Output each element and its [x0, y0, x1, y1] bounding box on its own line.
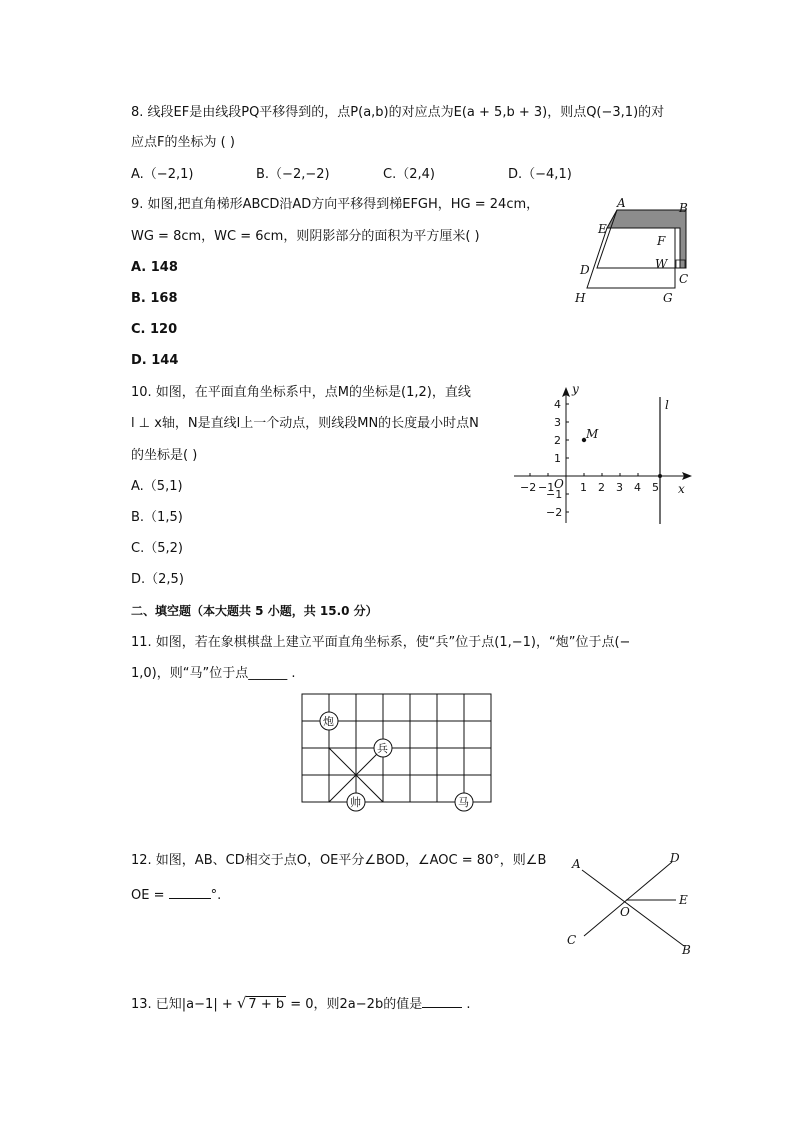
q8-option-c: C.（2,4) [383, 167, 435, 182]
q9-line1: 9. 如图,把直角梯形ABCD沿AD方向平移得到梯EFGH，HG = 24cm， [131, 197, 540, 212]
xtick-minus1: −1 [538, 481, 555, 494]
xtick-4: 4 [634, 481, 641, 494]
q8-option-b: B.（−2,−2) [256, 167, 330, 182]
svg-text:马: 马 [458, 796, 469, 809]
label-a: A [617, 196, 626, 210]
xtick-3: 3 [616, 481, 623, 494]
q10-option-c: C.（5,2) [131, 541, 183, 556]
label-h: H [575, 291, 586, 305]
xiangqi-board-figure [296, 688, 498, 816]
q8-option-a: A.（−2,1) [131, 167, 194, 182]
q10-option-d: D.（2,5) [131, 572, 184, 587]
q13-answer-blank [422, 993, 462, 1008]
xtick-5: 5 [652, 481, 659, 494]
q8-line2: 应点F的坐标为 ( ) [131, 135, 235, 150]
svg-text:兵: 兵 [377, 742, 388, 755]
origin-label: O [554, 477, 564, 491]
label-e: E [598, 222, 607, 236]
q13-radicand: 7 + b [248, 997, 285, 1012]
point-m-label: M [586, 427, 599, 441]
label-c-12: C [567, 933, 577, 947]
section-heading: 二、填空题（本大题共 5 小题，共 15.0 分） [131, 604, 378, 618]
q11-line2: 1,0)，则“马”位于点______ . [131, 666, 296, 681]
label-w: W [655, 257, 668, 271]
piece-shuai [347, 793, 365, 811]
label-g: G [663, 291, 673, 305]
label-c: C [679, 272, 689, 286]
xtick-1: 1 [580, 481, 587, 494]
intersecting-lines-figure [562, 848, 702, 960]
q9-line2: WG = 8cm，WC = 6cm，则阴影部分的面积为平方厘米( ) [131, 229, 480, 244]
q12-line1: 12. 如图，AB、CD相交于点O，OE平分∠BOD，∠AOC = 80°，则∠B [131, 853, 547, 868]
label-o-12: O [620, 905, 630, 919]
svg-text:炮: 炮 [323, 715, 334, 728]
q12-line2: OE = °. [131, 884, 221, 905]
q9-option-b: B. 168 [131, 291, 178, 306]
ytick-minus1: −1 [546, 488, 563, 501]
label-b-12: B [682, 943, 691, 957]
q8-line1: 8. 线段EF是由线段PQ平移得到的，点P(a,b)的对应点为E(a + 5,b + 3)，则点Q(−3,1)的对 [131, 105, 665, 120]
ytick-1: 1 [554, 452, 561, 465]
xtick-2: 2 [598, 481, 605, 494]
label-e-12: E [679, 893, 688, 907]
q8-option-d: D.（−4,1) [508, 167, 572, 182]
label-f: F [657, 234, 666, 248]
ytick-4: 4 [554, 398, 561, 411]
q10-line1: 10. 如图，在平面直角坐标系中，点M的坐标是(1,2)，直线 [131, 385, 471, 400]
q13-line: 13. 已知|a−1| + √ 7 + b = 0，则2a−2b的值是 . [131, 994, 471, 1012]
coordinate-plane-figure [508, 383, 698, 528]
xtick-minus2: −2 [520, 481, 537, 494]
piece-ma [455, 793, 473, 811]
q10-line3: 的坐标是( ) [131, 448, 198, 463]
q10-option-b: B.（1,5) [131, 510, 183, 525]
svg-text:帅: 帅 [350, 796, 361, 809]
line-l-label: l [665, 398, 669, 412]
q9-option-a: A. 148 [131, 260, 178, 275]
label-d-12: D [670, 851, 680, 865]
q12-answer-blank [169, 884, 211, 899]
q9-option-c: C. 120 [131, 322, 178, 337]
label-b: B [679, 201, 688, 215]
label-a-12: A [572, 857, 581, 871]
ytick-minus2: −2 [546, 506, 563, 519]
piece-pao [320, 712, 338, 730]
q10-line2: l ⊥ x轴，N是直线l上一个动点，则线段MN的长度最小时点N [131, 416, 479, 431]
piece-bing [374, 739, 392, 757]
ytick-3: 3 [554, 416, 561, 429]
trapezoid-figure [565, 196, 705, 308]
q11-line1: 11. 如图，若在象棋棋盘上建立平面直角坐标系，使“兵”位于点(1,−1)，“炮”位于点(− [131, 635, 631, 650]
axis-x-label: x [678, 482, 685, 496]
axis-y-label: y [572, 383, 579, 396]
q9-option-d: D. 144 [131, 353, 179, 368]
label-d: D [580, 263, 590, 277]
ytick-2: 2 [554, 434, 561, 447]
q10-option-a: A.（5,1) [131, 479, 183, 494]
